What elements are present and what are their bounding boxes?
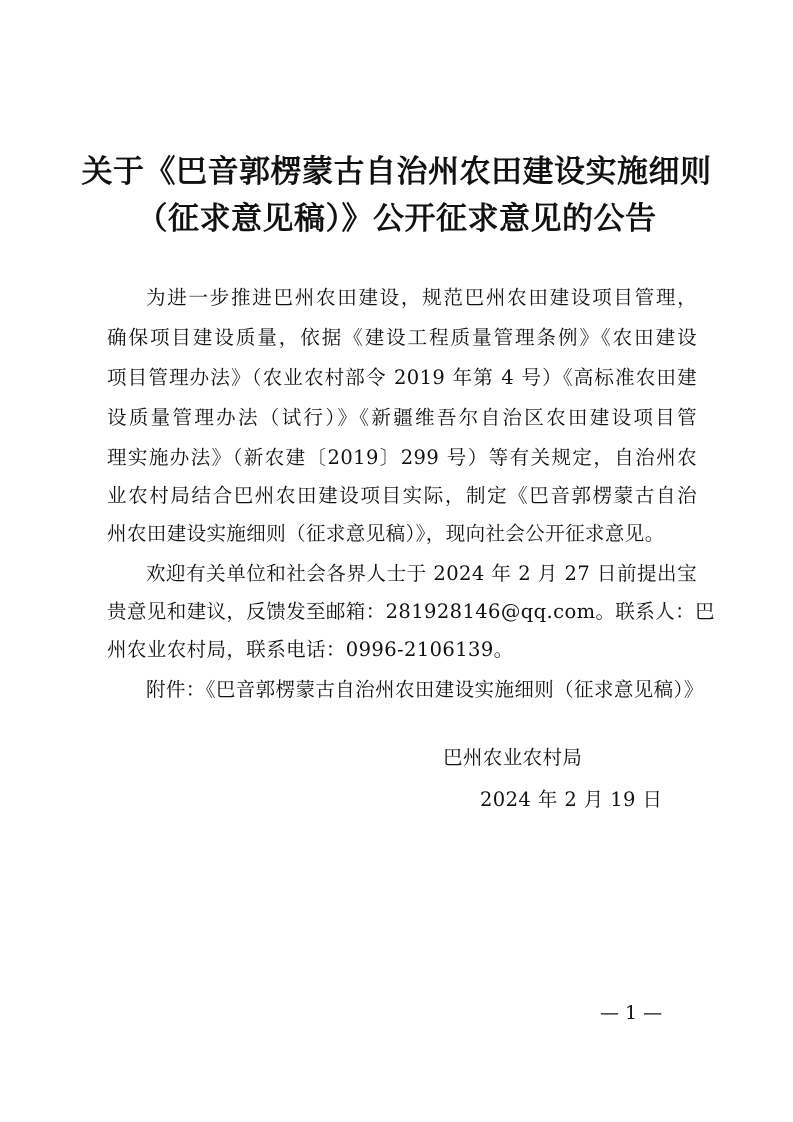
attachment-line: 附件：《巴音郭楞蒙古自治州农田建设实施细则（征求意见稿）》 — [146, 678, 704, 701]
body-line: 设质量管理办法（试行）》《新疆维吾尔自治区农田建设项目管 — [107, 406, 697, 429]
body-line: 贵意见和建议，反馈发至邮箱：281928146@qq.com。联系人：巴 — [107, 600, 715, 623]
signature-date: 2024 年 2 月 19 日 — [480, 788, 663, 811]
body-line: 业农村局结合巴州农田建设项目实际，制定《巴音郭楞蒙古自治 — [107, 484, 697, 507]
page-number: — 1 — — [600, 1002, 663, 1024]
body-line: 为进一步推进巴州农田建设，规范巴州农田建设项目管理， — [146, 286, 697, 309]
body-line: 项目管理办法》（农业农村部令 2019 年第 4 号）《高标准农田建 — [107, 366, 697, 389]
document-title-line-1: 关于《巴音郭楞蒙古自治州农田建设实施细则 — [81, 154, 712, 190]
body-line: 欢迎有关单位和社会各界人士于 2024 年 2 月 27 日前提出宝 — [146, 562, 697, 585]
body-line: 州农业农村局，联系电话：0996-2106139。 — [107, 638, 514, 661]
body-line: 理实施办法》（新农建〔2019〕299 号）等有关规定，自治州农 — [107, 446, 697, 469]
body-line: 确保项目建设质量，依据《建设工程质量管理条例》《农田建设 — [107, 326, 697, 349]
body-line: 州农田建设实施细则（征求意见稿）》，现向社会公开征求意见。 — [107, 522, 665, 545]
signature-organization: 巴州农业农村局 — [443, 746, 583, 769]
document-title-line-2: （征求意见稿）》公开征求意见的公告 — [136, 201, 657, 237]
